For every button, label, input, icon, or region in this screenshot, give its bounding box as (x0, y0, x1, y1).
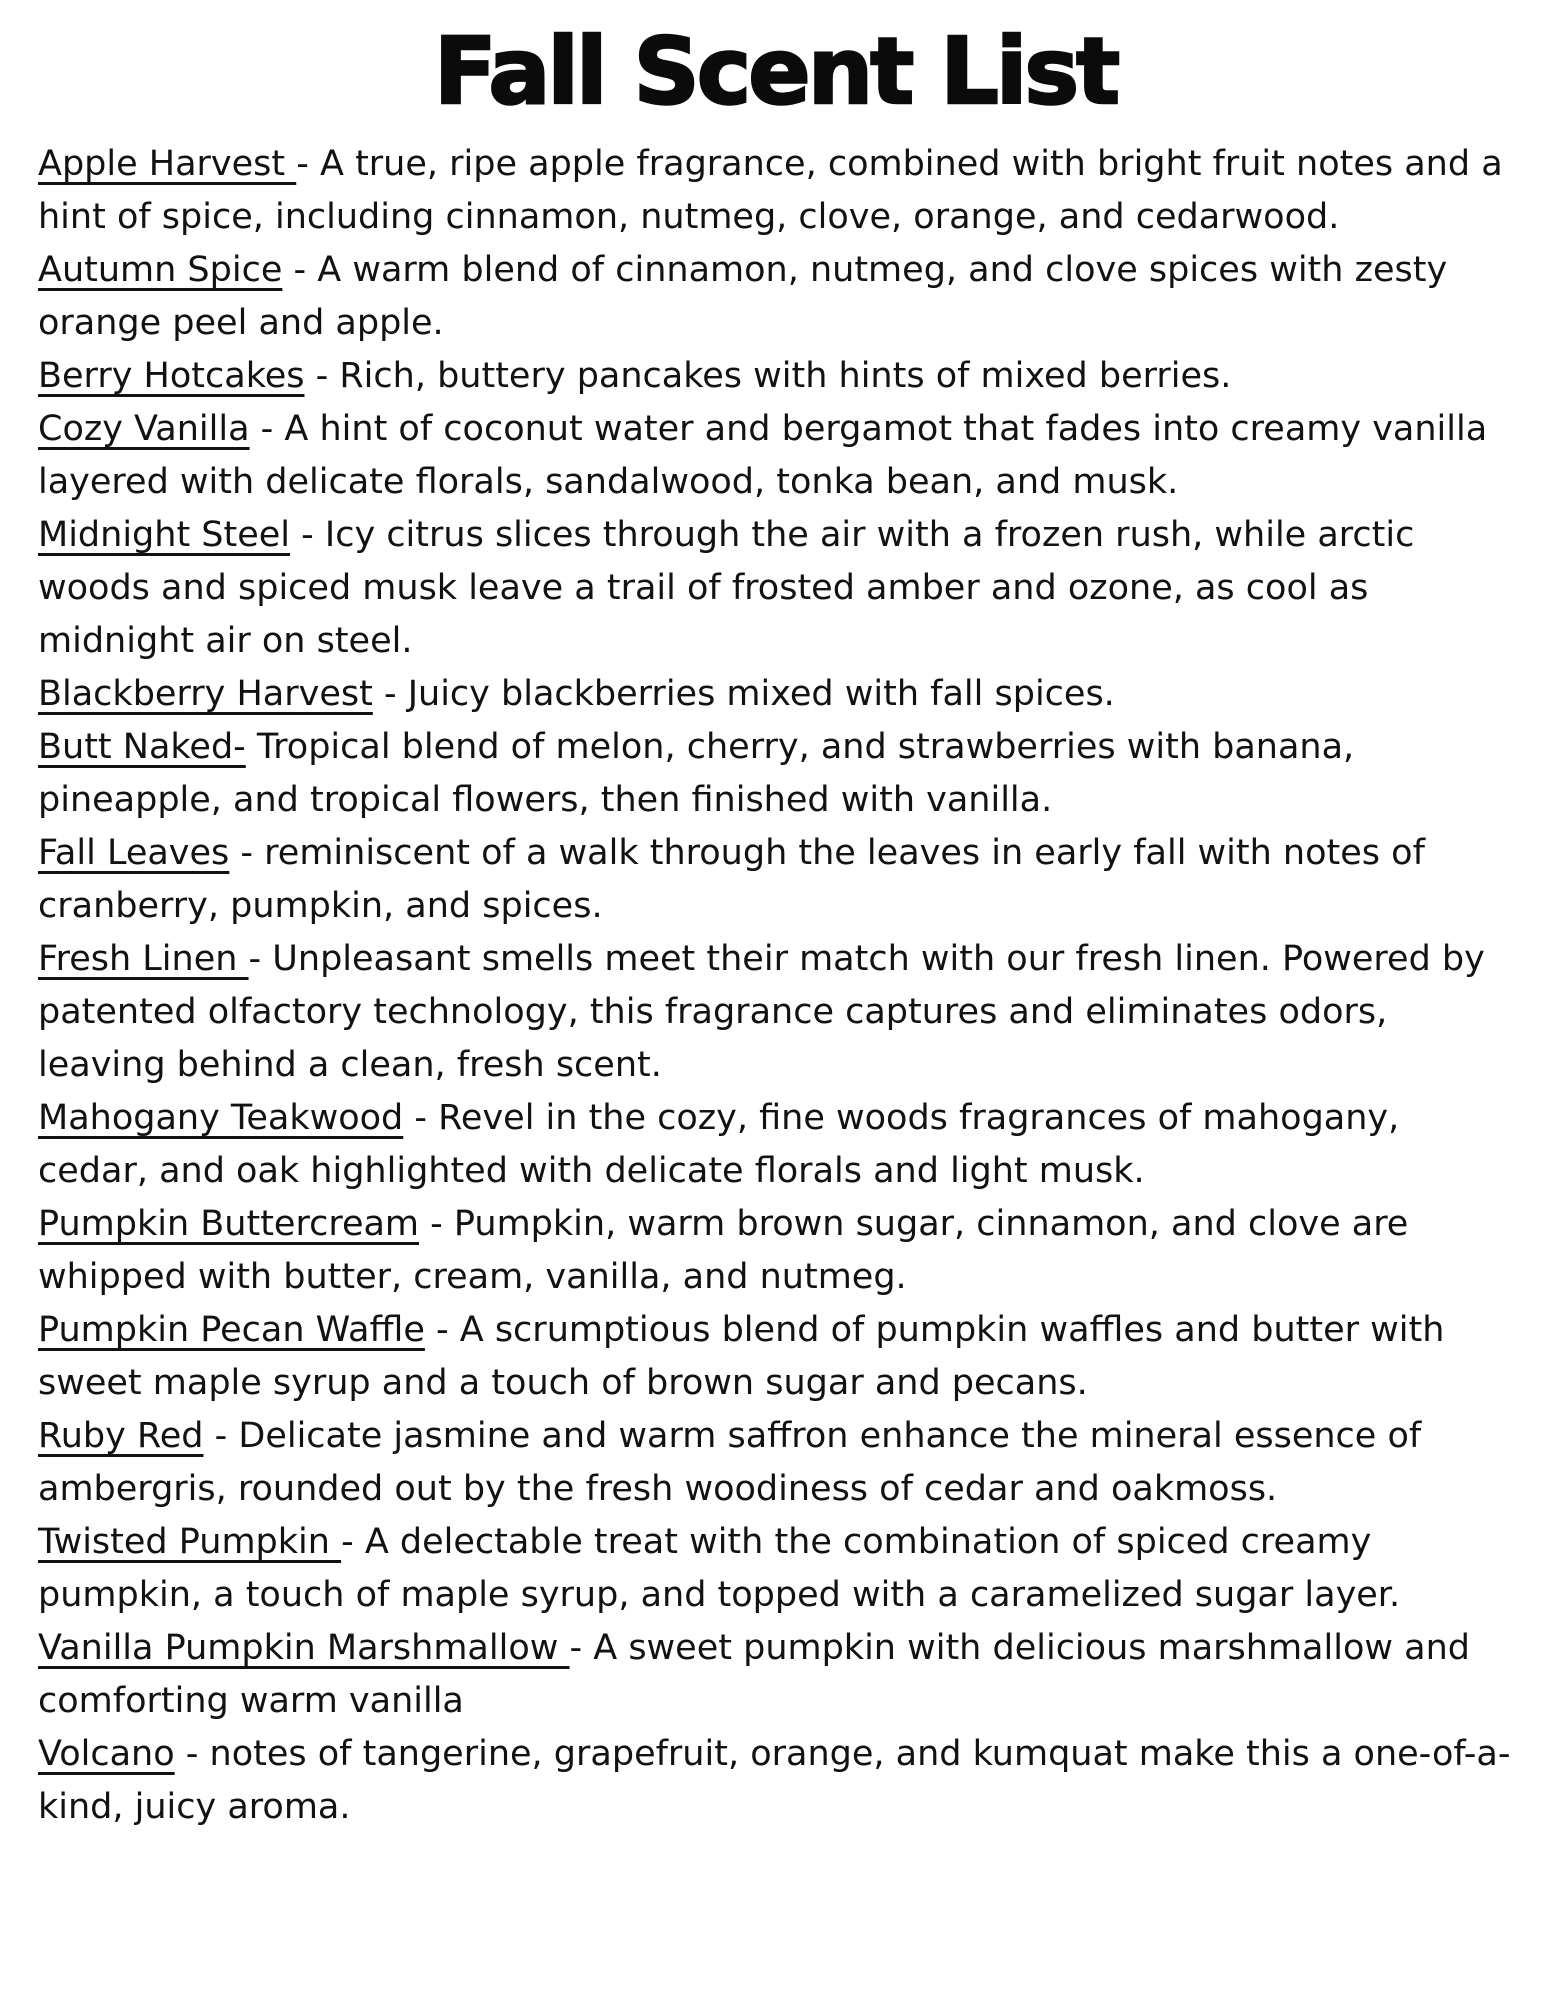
scent-entry (38, 403, 1513, 509)
scent-entry (38, 1304, 1513, 1410)
scent-name: Autumn Spice (38, 250, 283, 290)
scent-name: Blackberry Harvest (38, 674, 373, 714)
scent-name: Fall Leaves (38, 833, 230, 873)
scent-name: Twisted Pumpkin (38, 1522, 342, 1562)
scent-description: - A sweet pumpkin with delicious marshmallow and comforting warm vanilla (38, 1628, 1470, 1721)
scent-name: Fresh Linen (38, 939, 249, 979)
scent-description: - Icy citrus slices through the air with a frozen rush, while arctic woods and spiced musk leave a trail of frosted amber and ozone, as cool as midnight air on steel. (38, 515, 1415, 661)
scent-description: - Juicy blackberries mixed with fall spices. (372, 674, 1115, 714)
scent-entry (38, 668, 1513, 721)
scent-description: - A hint of coconut water and bergamot that fades into creamy vanilla layered with delicate florals, sandalwood, tonka bean, and musk. (38, 409, 1488, 502)
scent-name: Pumpkin Buttercream (38, 1204, 420, 1244)
scent-name: Mahogany Teakwood (38, 1098, 404, 1138)
scent-list (38, 138, 1513, 1834)
scent-name: Midnight Steel (38, 515, 291, 555)
scent-description: - Rich, buttery pancakes with hints of mixed berries. (304, 356, 1232, 396)
scent-entry (38, 350, 1513, 403)
scent-description: - reminiscent of a walk through the leaves in early fall with notes of cranberry, pumpkin, and spices. (38, 833, 1425, 926)
scent-description: - Revel in the cozy, fine woods fragrances of mahogany, cedar, and oak highlighted with delicate florals and light musk. (38, 1098, 1400, 1191)
page-title: Fall Scent List (433, 18, 1118, 125)
scent-description: - notes of tangerine, grapefruit, orange, and kumquat make this a one-of-a-kind, juicy aroma. (38, 1734, 1511, 1827)
scent-description: - A warm blend of cinnamon, nutmeg, and clove spices with zesty orange peel and apple. (38, 250, 1448, 343)
scent-entry (38, 827, 1513, 933)
scent-name: Vanilla Pumpkin Marshmallow (38, 1628, 570, 1668)
scent-entry (38, 1622, 1513, 1728)
scent-name: Butt Naked- (38, 727, 246, 767)
scent-description: - A scrumptious blend of pumpkin waffles and butter with sweet maple syrup and a touch of brown sugar and pecans. (38, 1310, 1445, 1403)
scent-entry (38, 138, 1513, 244)
scent-entry (38, 1198, 1513, 1304)
scent-entry (38, 244, 1513, 350)
scent-entry (38, 1728, 1513, 1834)
scent-description: - Pumpkin, warm brown sugar, cinnamon, and clove are whipped with butter, cream, vanilla, and nutmeg. (38, 1204, 1409, 1297)
scent-description: Tropical blend of melon, cherry, and strawberries with banana, pineapple, and tropical flowers, then finished with vanilla. (38, 727, 1355, 820)
scent-description: - Delicate jasmine and warm saffron enhance the mineral essence of ambergris, rounded out by the fresh woodiness of cedar and oakmoss. (38, 1416, 1422, 1509)
scent-name: Volcano (38, 1734, 175, 1774)
scent-entry (38, 721, 1513, 827)
scent-entry (38, 1410, 1513, 1516)
scent-name: Pumpkin Pecan Waffle (38, 1310, 425, 1350)
scent-name: Cozy Vanilla (38, 409, 250, 449)
scent-description: - A delectable treat with the combination of spiced creamy pumpkin, a touch of maple syrup, and topped with a caramelized sugar layer. (38, 1522, 1401, 1615)
scent-name: Apple Harvest (38, 144, 297, 184)
scent-description: - A true, ripe apple fragrance, combined with bright fruit notes and a hint of spice, including cinnamon, nutmeg, clove, orange, and cedarwood. (38, 144, 1503, 237)
scent-name: Berry Hotcakes (38, 356, 305, 396)
scent-entry (38, 933, 1513, 1092)
scent-name: Ruby Red (38, 1416, 204, 1456)
scent-entry (38, 509, 1513, 668)
scent-entry (38, 1092, 1513, 1198)
scent-entry (38, 1516, 1513, 1622)
scent-description: - Unpleasant smells meet their match with our fresh linen. Powered by patented olfactory technology, this fragrance captures and eliminates odors, leaving behind a clean, fresh scent. (38, 939, 1485, 1085)
